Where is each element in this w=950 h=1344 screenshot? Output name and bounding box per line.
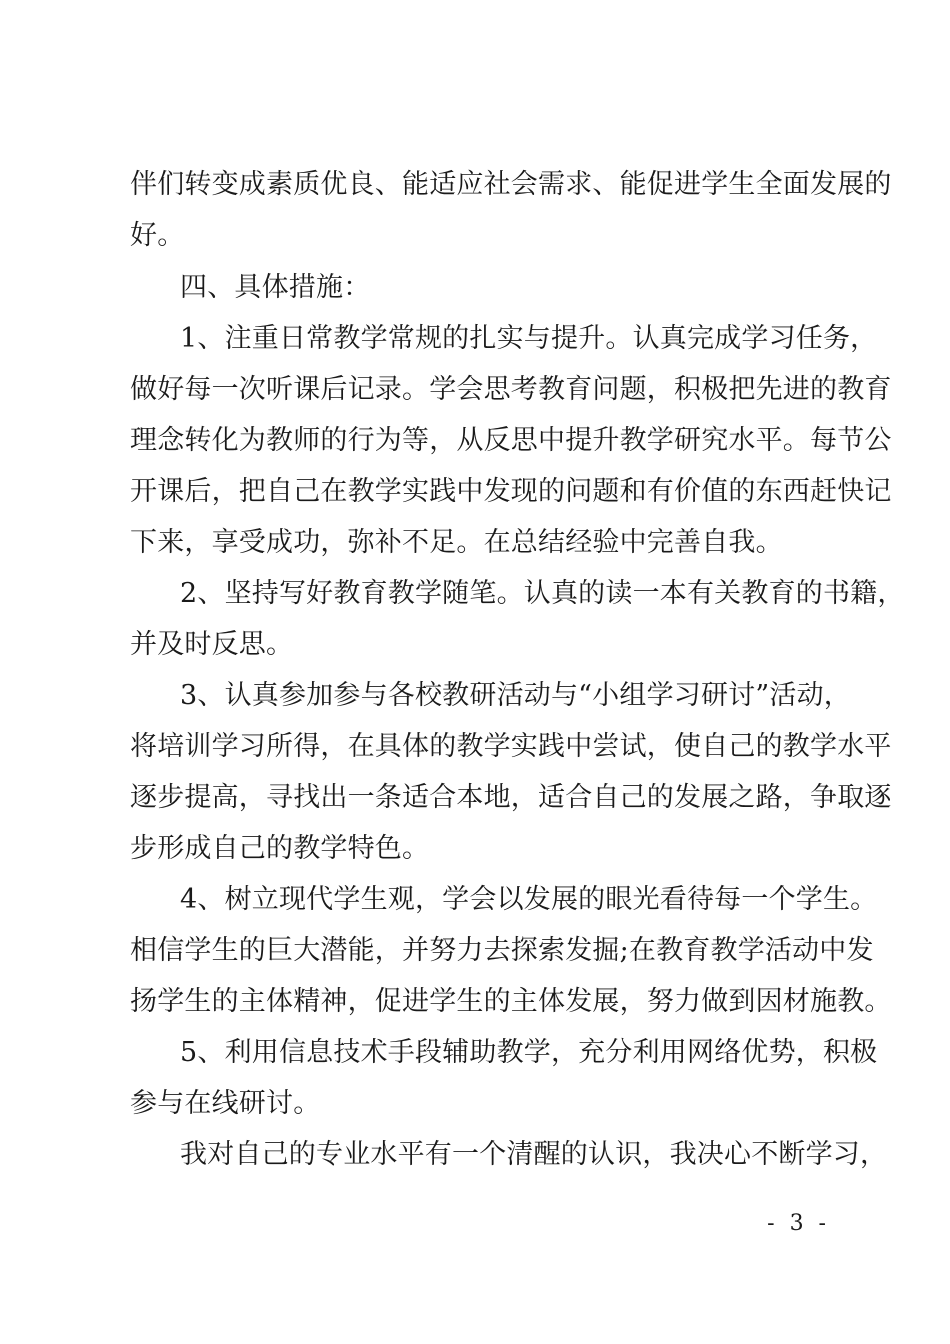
page-number: - 3 - (767, 1211, 830, 1236)
text-line: 做好每一次听课后记录。学会思考教育问题，积极把先进的教育 (130, 374, 892, 405)
text-line: 伴们转变成素质优良、能适应社会需求、能促进学生全面发展的 (130, 169, 892, 200)
text-line: 1、注重日常教学常规的扎实与提升。认真完成学习任务， (180, 323, 878, 354)
text-line: 下来，享受成功，弥补不足。在总结经验中完善自我。 (130, 527, 783, 558)
section-heading: 四、具体措施： (180, 272, 371, 303)
text-line: 3、认真参加参与各校教研活动与“小组学习研讨”活动， (180, 680, 851, 711)
text-line: 2、坚持写好教育教学随笔。认真的读一本有关教育的书籍， (180, 578, 905, 609)
text-line: 将培训学习所得，在具体的教学实践中尝试，使自己的教学水平 (130, 731, 892, 762)
text-line: 开课后，把自己在教学实践中发现的问题和有价值的东西赶快记 (130, 476, 892, 507)
text-line: 我对自己的专业水平有一个清醒的认识，我决心不断学习， (180, 1139, 888, 1170)
text-line: 步形成自己的教学特色。 (130, 833, 430, 864)
text-line: 4、树立现代学生观，学会以发展的眼光看待每一个学生。 (180, 884, 878, 915)
text-line: 扬学生的主体精神，促进学生的主体发展，努力做到因材施教。 (130, 986, 892, 1017)
text-line: 理念转化为教师的行为等，从反思中提升教学研究水平。每节公 (130, 425, 892, 456)
text-line: 参与在线研讨。 (130, 1088, 321, 1119)
text-line: 并及时反思。 (130, 629, 294, 660)
text-line: 好。 (130, 220, 185, 251)
text-line: 逐步提高，寻找出一条适合本地，适合自己的发展之路，争取逐 (130, 782, 892, 813)
text-line: 相信学生的巨大潜能，并努力去探索发掘;在教育教学活动中发 (130, 935, 874, 966)
text-line: 5、利用信息技术手段辅助教学，充分利用网络优势，积极 (180, 1037, 878, 1068)
